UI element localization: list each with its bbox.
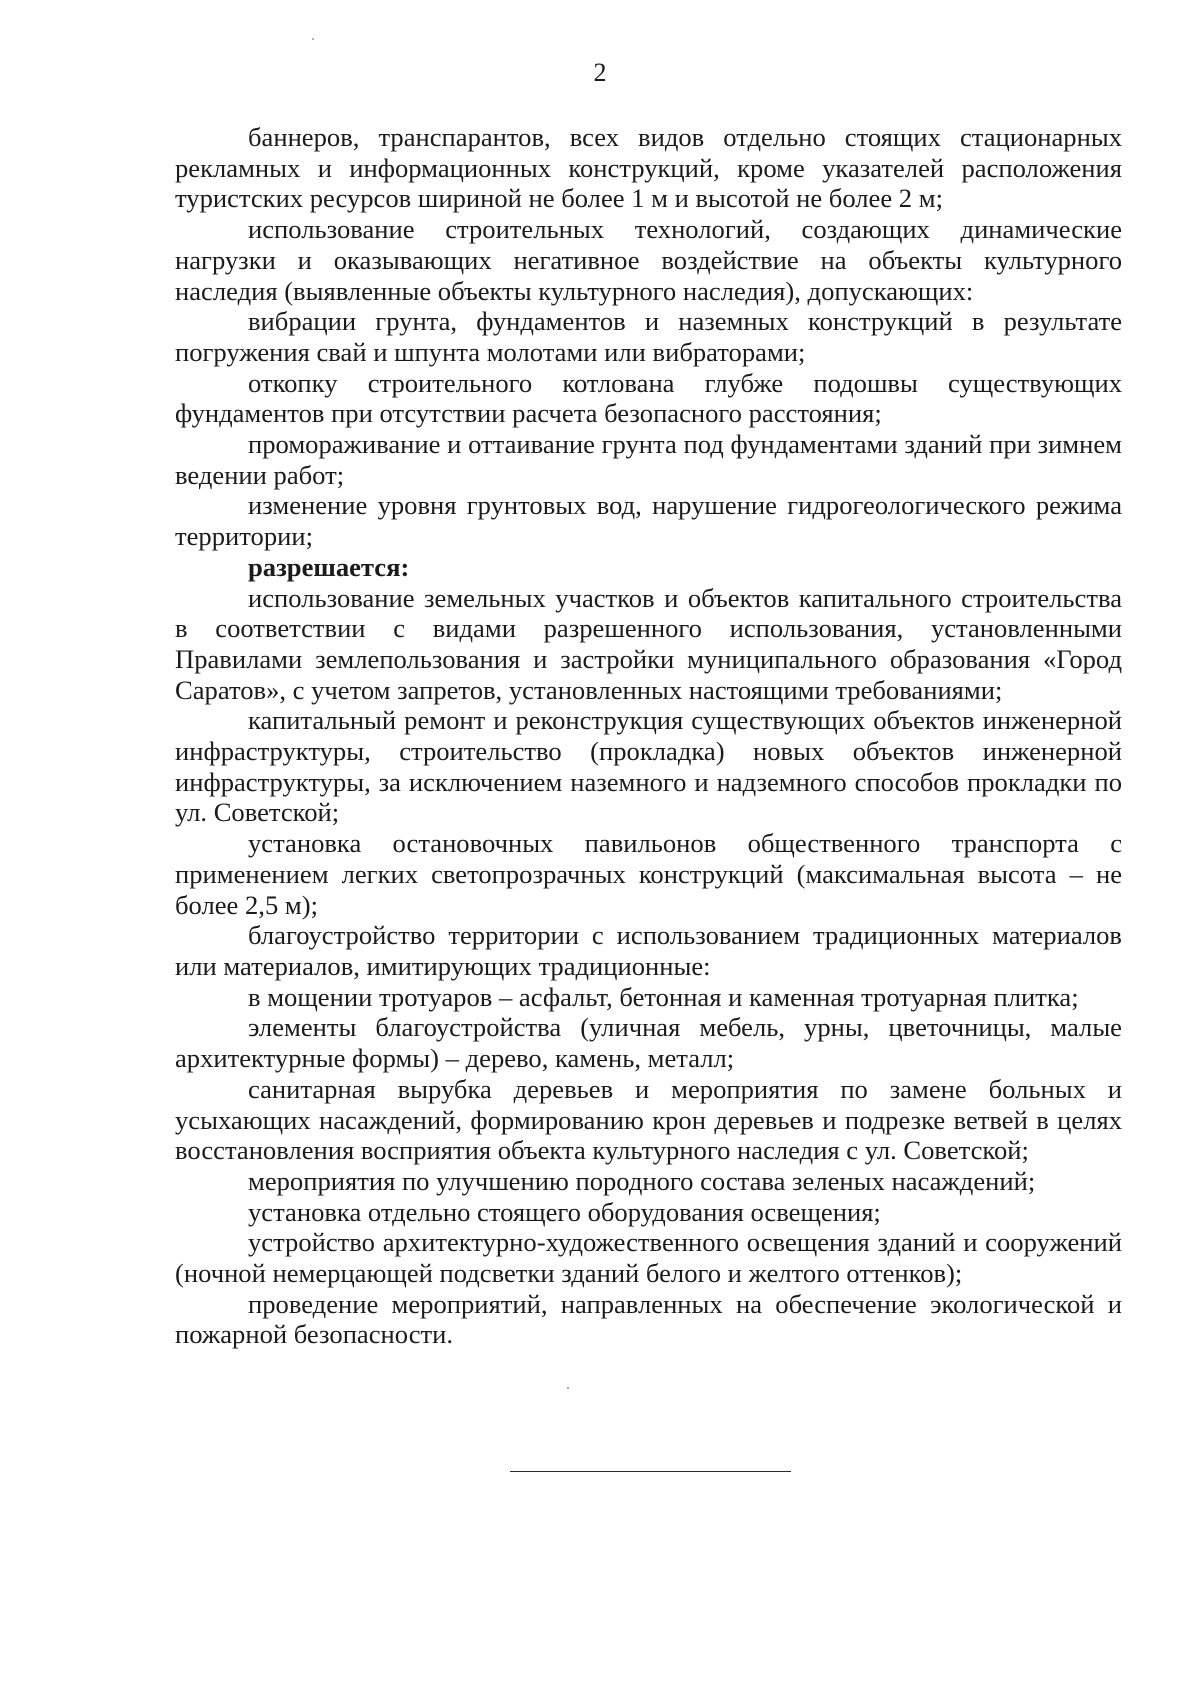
paragraph-architectural-lighting: устройство архитектурно-художественного освещения зданий и сооружений (ночной немерцающей подсветки зданий белого и желтого оттенков); [175, 1227, 1122, 1289]
scan-speck [567, 1387, 569, 1389]
paragraph-green-spaces: мероприятия по улучшению породного состава зеленых насаждений; [248, 1165, 1036, 1196]
paragraph-land-use: использование земельных участков и объектов капитального строительства в соответствии с видами разрешенного использования, установленными Правилами землепользования и застройки муниципального образования «Город Саратов», с учетом запретов, установленных настоящими требованиями; [175, 582, 1122, 705]
paragraph-groundwater: изменение уровня грунтовых вод, нарушение гидрогеологического режима территории; [175, 490, 1122, 552]
paragraph-excavation: откопку строительного котлована глубже подошвы существующих фундаментов при отсутствии расчета безопасного расстояния; [175, 367, 1122, 429]
page-number: 2 [593, 58, 607, 87]
section-heading-allowed: разрешается: [248, 551, 410, 582]
paragraph-sidewalk-paving: в мощении тротуаров – асфальт, бетонная и каменная тротуарная плитка; [248, 981, 1079, 1012]
paragraph-safety-measures: проведение мероприятий, направленных на обеспечение экологической и пожарной безопасности. [175, 1288, 1122, 1350]
paragraph-ground-vibrations: вибрации грунта, фундаментов и наземных конструкций в результате погружения свай и шпунта молотами или вибраторами; [175, 306, 1122, 367]
paragraph-construction-technologies: использование строительных технологий, создающих динамические нагрузки и оказывающих негативное воздействие на объекты культурного наследия (выявленные объекты культурного наследия), допускающих: [175, 214, 1122, 306]
paragraph-freezing-thawing: промораживание и оттаивание грунта под фундаментами зданий при зимнем ведении работ; [175, 429, 1122, 490]
paragraph-landscaping: благоустройство территории с использованием традиционных материалов или материалов, имитирующих традиционные: [175, 920, 1122, 981]
scan-speck [312, 38, 314, 40]
paragraph-tree-felling: санитарная вырубка деревьев и мероприятия по замене больных и усыхающих насаждений, формированию крон деревьев и подрезке ветвей в целях восстановления восприятия объекта культурного наследия с ул. Советской; [175, 1073, 1122, 1166]
paragraph-transit-pavilions: установка остановочных павильонов общественного транспорта с применением легких светопрозрачных конструкций (максимальная высота – не более 2,5 м); [175, 828, 1122, 920]
paragraph-landscape-elements: элементы благоустройства (уличная мебель, урны, цветочницы, малые архитектурные формы) – дерево, камень, металл; [175, 1012, 1122, 1074]
paragraph-engineering-infrastructure: капитальный ремонт и реконструкция существующих объектов инженерной инфраструктуры, строительство (прокладка) новых объектов инженерной инфраструктуры, за исключением наземного и надземного способов прокладки по ул. Советской; [175, 705, 1122, 828]
document-body [175, 122, 1122, 1350]
end-of-document-rule [510, 1471, 791, 1472]
paragraph-lighting-equipment: установка отдельно стоящего оборудования освещения; [248, 1196, 881, 1227]
paragraph-banners: баннеров, транспарантов, всех видов отдельно стоящих стационарных рекламных и информационных конструкций, кроме указателей расположения туристских ресурсов шириной не более 1 м и высотой не более 2 м; [175, 122, 1122, 214]
